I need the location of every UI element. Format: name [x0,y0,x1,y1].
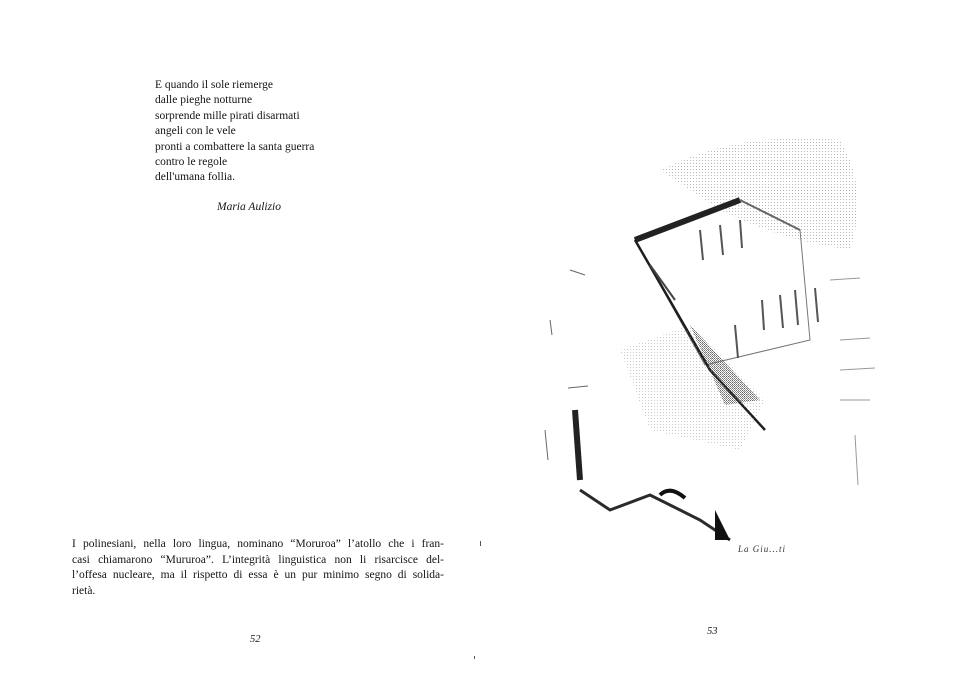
prose-paragraph [72,537,444,599]
poem-line: pronti a combattere la santa guerra [155,140,315,153]
poem-author: Maria Aulizio [217,201,282,213]
artist-signature: La Giu...ti [738,544,787,554]
page-number-right: 53 [707,626,718,637]
poem-line: angeli con le vele [155,125,236,138]
poem-line: dell'umana follia. [155,171,235,184]
poem-line: sorprende mille pirati disarmati [155,109,300,122]
prose-line: l’offesa nucleare, ma il rispetto di essa è un pur minimo segno di solida- [72,569,444,582]
prose-line: I polinesiani, nella loro lingua, nominano “Moruroa” l’atollo che i fran- [72,538,444,550]
right-page [480,0,960,697]
poem-line: dalle pieghe notturne [155,94,253,107]
page-number-left: 52 [250,634,261,645]
poem [155,78,314,186]
poem-line: E quando il sole riemerge [155,79,273,91]
gutter-mark [474,656,475,659]
prose-line: rietà. [72,584,96,597]
prose-line: casi chiamarono “Mururoa”. L’integrità linguistica non li risarcisce del- [72,553,444,566]
poem-line: contro le regole [155,156,228,169]
sketch-illustration [540,100,900,560]
